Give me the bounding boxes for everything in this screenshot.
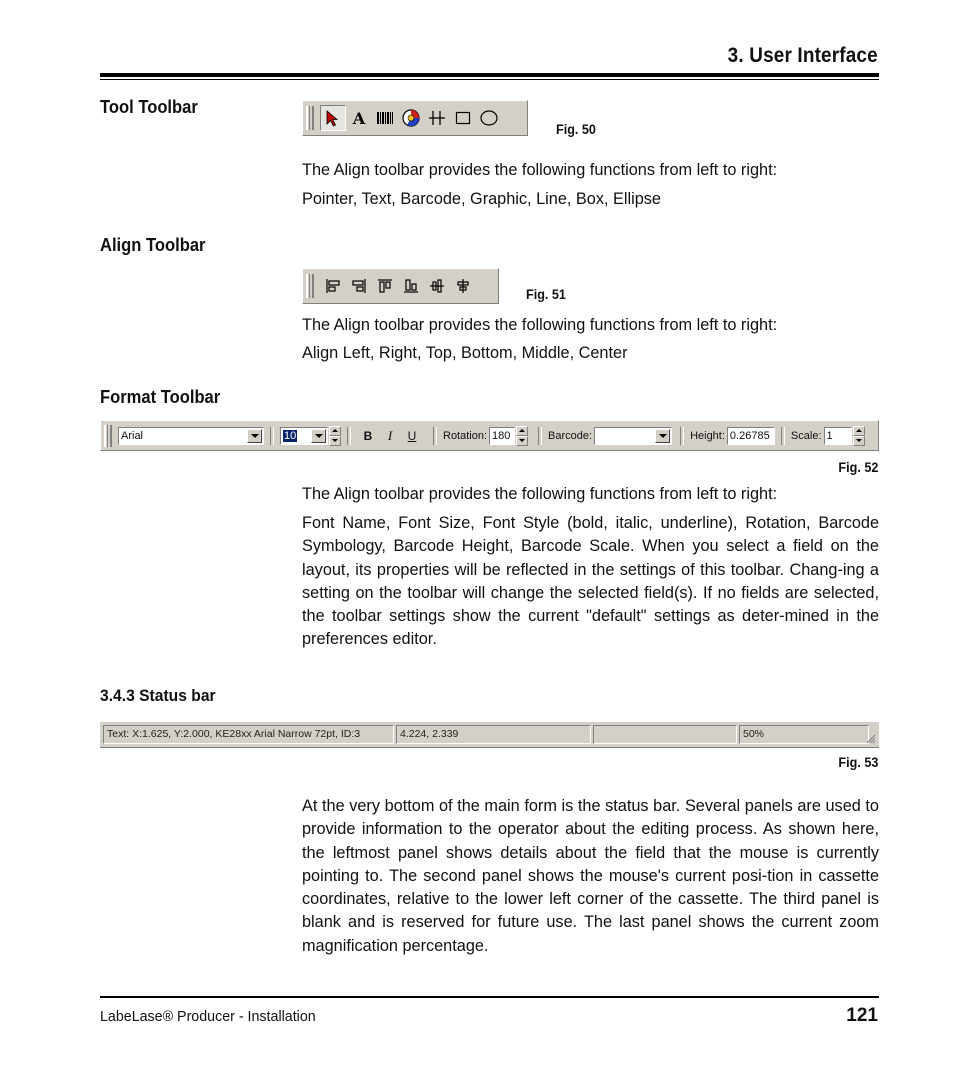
- bold-button[interactable]: B: [363, 428, 373, 443]
- align-middle-icon[interactable]: [424, 273, 450, 299]
- figure-label: Fig. 51: [526, 286, 566, 302]
- barcode-label: Barcode:: [548, 429, 593, 442]
- tool-toolbar: [302, 100, 528, 136]
- paragraph: At the very bottom of the main form is the status bar. Several panels are used to provide information to the operator about the editing process. As shown here, the leftmost panel shows details about the field that the mouse is currently pointing to. The second panel shows the mouse's current posi-tion in cassette coordinates, relative to the lower left corner of the cassette. The third panel is blank and is reserved for future use. The last panel shows the current zoom magnification percentage.: [302, 797, 879, 955]
- status-panel-zoom: 50%: [739, 725, 869, 744]
- toolbar-separator: [433, 427, 437, 445]
- figure-label: Fig. 52: [838, 459, 878, 475]
- pointer-icon[interactable]: [320, 105, 346, 131]
- spin-down-icon[interactable]: [853, 436, 865, 446]
- chevron-down-icon[interactable]: [311, 429, 326, 443]
- spin-up-icon[interactable]: [329, 426, 341, 436]
- align-top-icon[interactable]: [372, 273, 398, 299]
- height-label: Height:: [690, 429, 725, 442]
- toolbar-separator: [680, 427, 684, 445]
- figure-label: Fig. 50: [556, 121, 596, 137]
- align-right-icon[interactable]: [346, 273, 372, 299]
- format-toolbar: [100, 420, 879, 451]
- rotation-label: Rotation:: [443, 429, 488, 442]
- page-number: 121: [846, 1005, 878, 1026]
- toolbar-separator: [538, 427, 542, 445]
- spin-up-icon[interactable]: [516, 426, 528, 436]
- barcode-select[interactable]: [594, 427, 672, 445]
- font-size-value: 10: [284, 429, 297, 442]
- paragraph: The Align toolbar provides the following functions from left to right:: [302, 316, 778, 334]
- status-panel-coordinates: 4.224, 2.339: [396, 725, 591, 744]
- ellipse-icon[interactable]: [476, 105, 502, 131]
- align-left-icon[interactable]: [320, 273, 346, 299]
- font-size-select[interactable]: [280, 427, 328, 445]
- status-panel-field-info: Text: X:1.625, Y:2.000, KE28xx Arial Narrow 72pt, ID:3: [103, 725, 394, 744]
- footer-rule: [100, 996, 879, 998]
- barcode-icon[interactable]: [372, 105, 398, 131]
- height-input[interactable]: [727, 427, 775, 445]
- text-icon[interactable]: [346, 105, 372, 131]
- chevron-down-icon[interactable]: [247, 429, 262, 443]
- svg-text:A: A: [352, 109, 366, 127]
- header-rule-thin: [100, 79, 879, 80]
- spin-up-icon[interactable]: [853, 426, 865, 436]
- status-bar-heading: 3.4.3 Status bar: [100, 686, 216, 705]
- spin-down-icon[interactable]: [516, 436, 528, 446]
- font-name-value: Arial: [121, 429, 144, 442]
- rotation-spinner[interactable]: [516, 426, 528, 446]
- scale-input[interactable]: [824, 427, 852, 445]
- resize-grip-icon[interactable]: [866, 734, 876, 744]
- box-icon[interactable]: [450, 105, 476, 131]
- align-toolbar-heading: Align Toolbar: [100, 235, 206, 255]
- graphic-icon[interactable]: [398, 105, 424, 131]
- tool-toolbar-heading: Tool Toolbar: [100, 97, 198, 117]
- toolbar-separator: [781, 427, 785, 445]
- align-bottom-icon[interactable]: [398, 273, 424, 299]
- paragraph: Pointer, Text, Barcode, Graphic, Line, Box, Ellipse: [302, 190, 661, 208]
- toolbar-grip[interactable]: [104, 425, 112, 447]
- paragraph: Font Name, Font Size, Font Style (bold, italic, underline), Rotation, Barcode Symbology, Barcode Height, Barcode Scale. When you select a field on the layout, its properties will be reflected in the settings of this toolbar. Chang-ing a setting on the toolbar will change the selected field(s). If no fields are selected, the toolbar settings show the current "default" settings as deter-mined in the preferences editor.: [302, 514, 879, 649]
- toolbar-grip[interactable]: [306, 106, 314, 130]
- toolbar-separator: [347, 427, 351, 445]
- spin-down-icon[interactable]: [329, 436, 341, 446]
- chapter-title: 3. User Interface: [727, 44, 878, 67]
- line-icon[interactable]: [424, 105, 450, 131]
- toolbar-separator: [270, 427, 274, 445]
- paragraph: Align Left, Right, Top, Bottom, Middle, Center: [302, 344, 628, 362]
- align-center-icon[interactable]: [450, 273, 476, 299]
- chevron-down-icon[interactable]: [655, 429, 670, 443]
- align-toolbar: [302, 268, 499, 304]
- underline-button[interactable]: U: [407, 428, 417, 443]
- height-value: 0.26785: [729, 429, 770, 442]
- scale-label: Scale:: [790, 429, 822, 442]
- italic-button[interactable]: I: [387, 427, 393, 443]
- footer-title: LabeLase® Producer - Installation: [100, 1008, 316, 1025]
- figure-label: Fig. 53: [838, 754, 878, 770]
- rotation-input[interactable]: [489, 427, 515, 445]
- header-rule: [100, 73, 879, 77]
- status-panel-reserved: [593, 725, 737, 744]
- font-name-select[interactable]: [118, 427, 264, 445]
- scale-value: 1: [826, 429, 833, 442]
- font-size-spinner[interactable]: [329, 426, 341, 446]
- paragraph: The Align toolbar provides the following functions from left to right:: [302, 485, 778, 503]
- status-bar: [100, 721, 879, 748]
- rotation-value: 180: [492, 429, 511, 442]
- format-toolbar-heading: Format Toolbar: [100, 387, 221, 407]
- scale-spinner[interactable]: [853, 426, 865, 446]
- toolbar-grip[interactable]: [306, 274, 314, 298]
- paragraph: The Align toolbar provides the following functions from left to right:: [302, 161, 778, 179]
